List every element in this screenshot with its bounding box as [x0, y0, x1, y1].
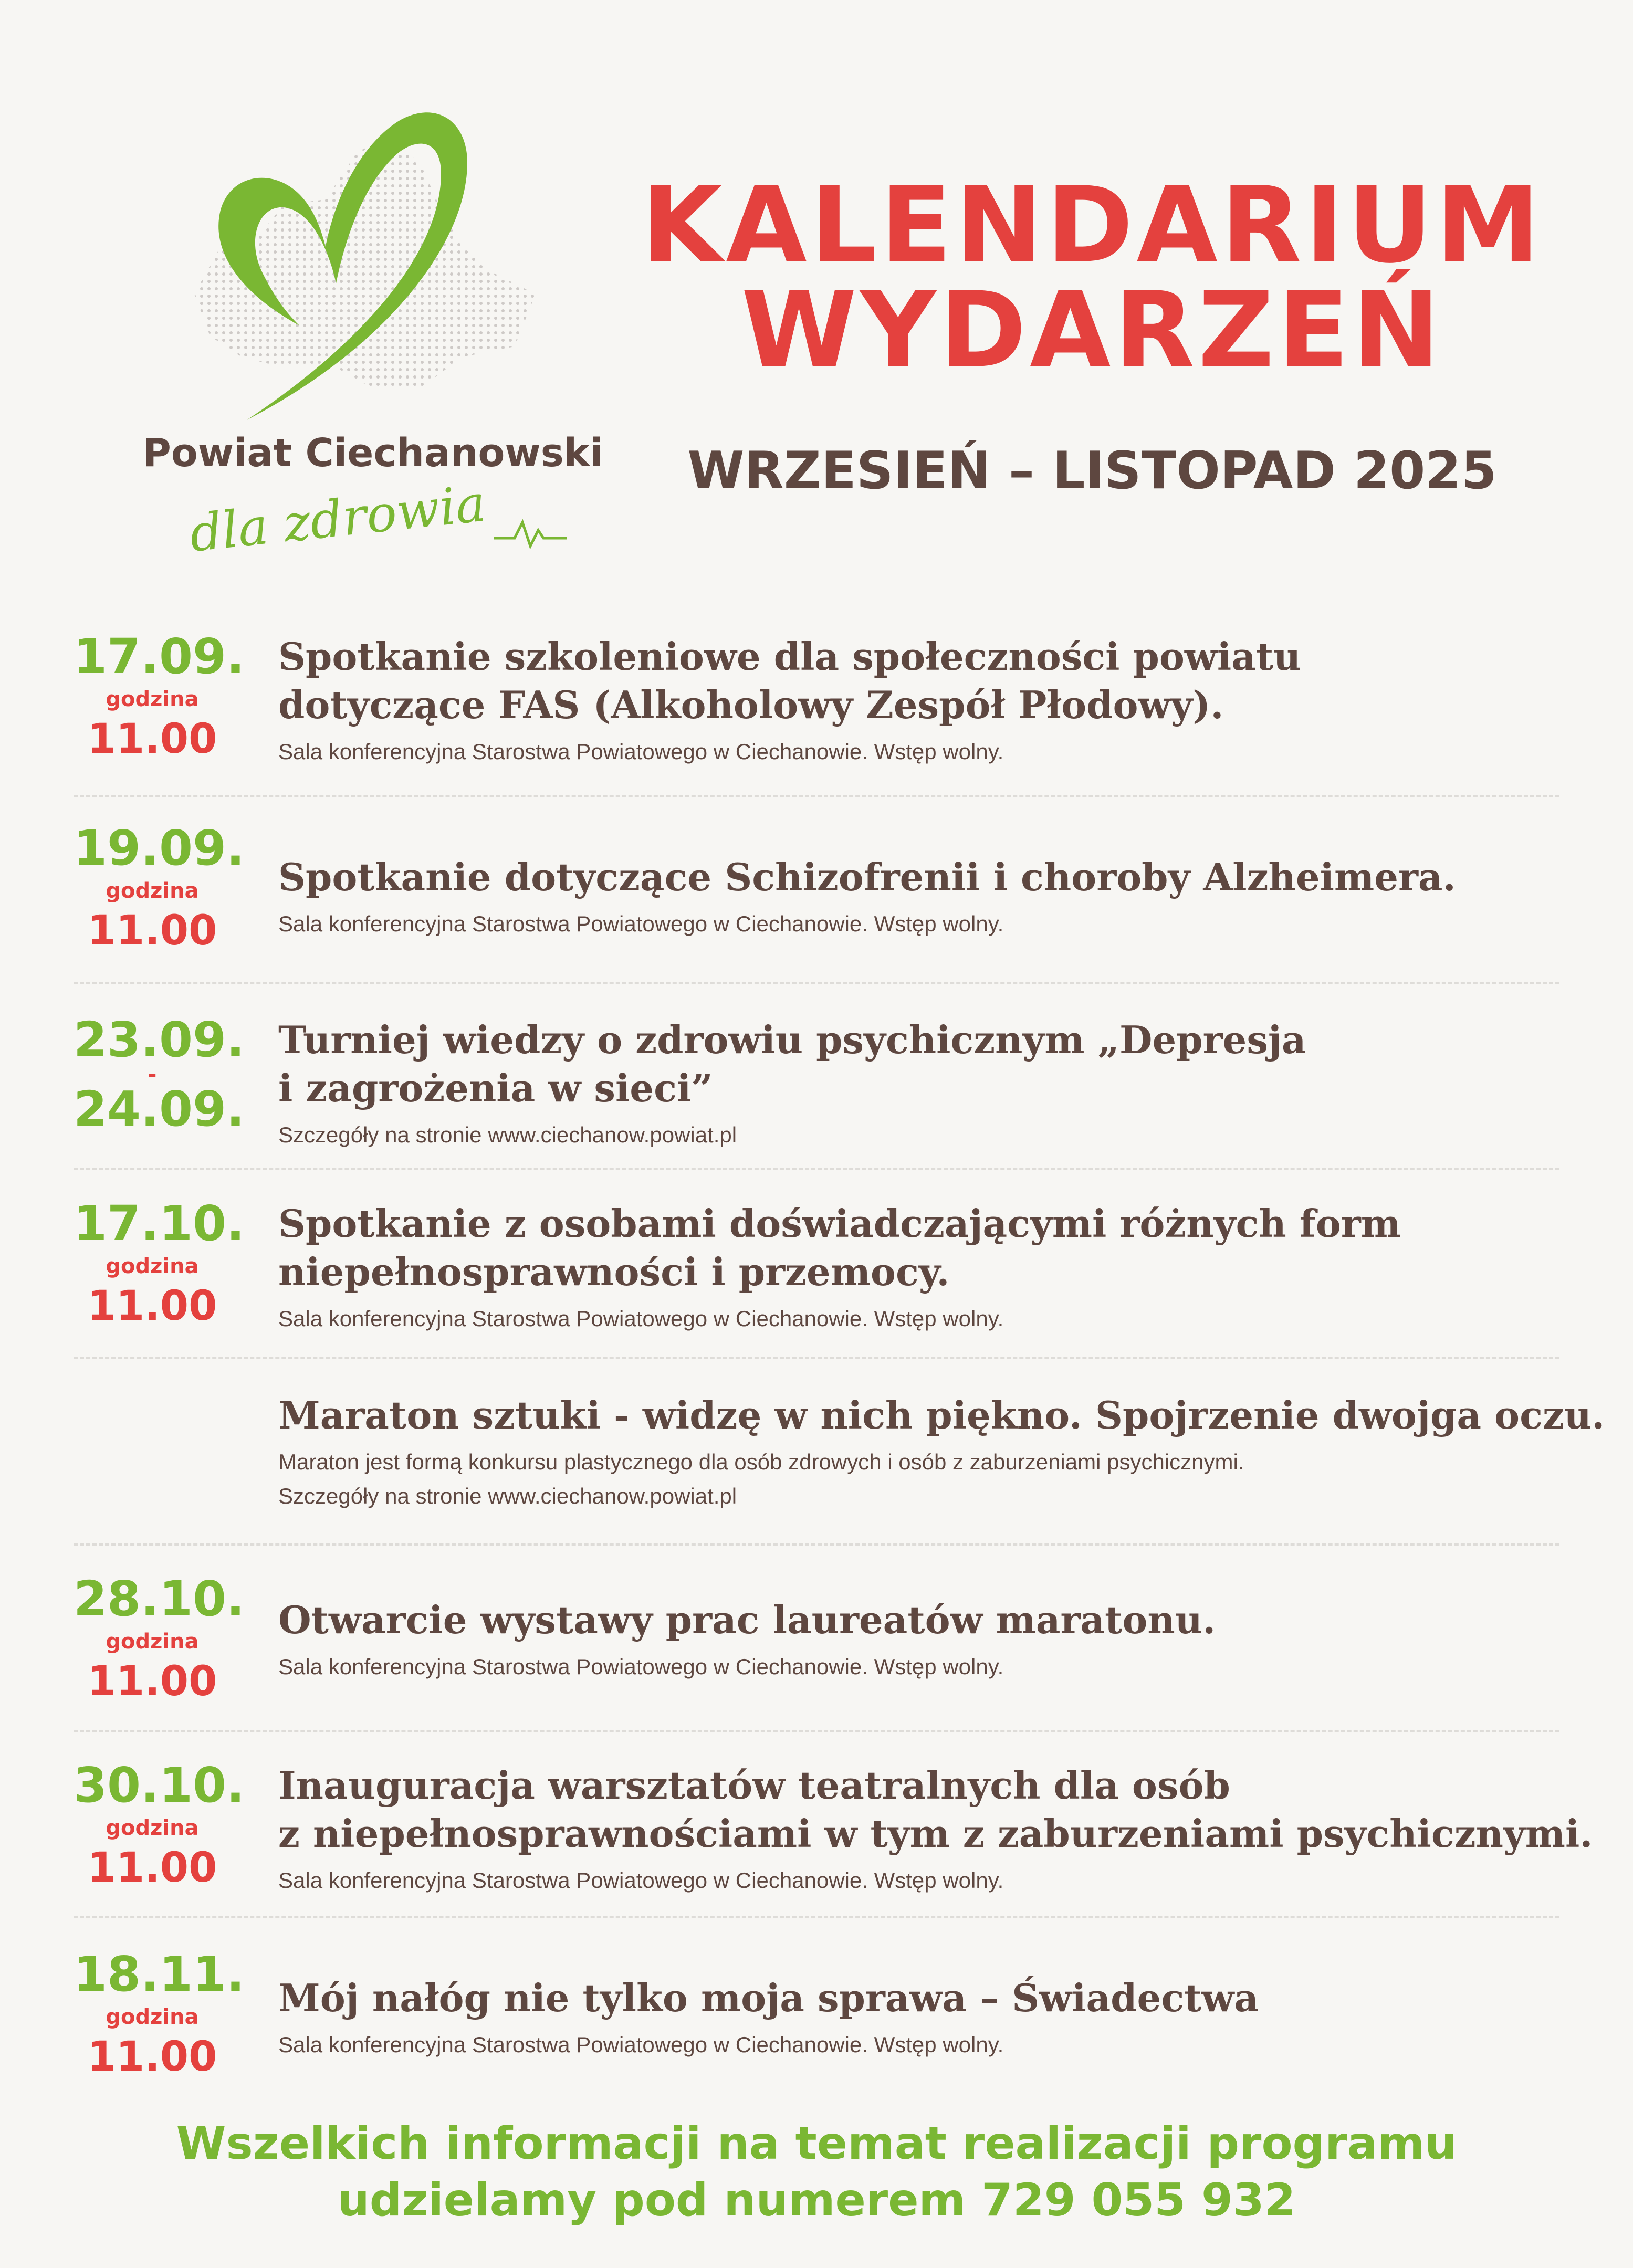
event-date: 28.10. [74, 1571, 245, 1627]
event-description: Sala konferencyjna Starostwa Powiatowego w Ciechanowie. Wstęp wolny. [278, 1868, 1004, 1893]
event-hour: 11.00 [87, 1283, 217, 1330]
logo-tagline: dla zdrowia [186, 474, 489, 564]
event-title [278, 1016, 1622, 1112]
event-hour-label: godzina [106, 2005, 199, 2029]
footer-contact [0, 2116, 1633, 2229]
event-description: Sala konferencyjna Starostwa Powiatowego w Ciechanowie. Wstęp wolny. [278, 1654, 1004, 1679]
event-date-end: 24.09. [74, 1081, 245, 1137]
event-date-block [74, 1757, 245, 1892]
event-hour: 11.00 [87, 716, 217, 763]
event-content [278, 1391, 1622, 1513]
divider [74, 1916, 1559, 1918]
event-title-line: Otwarcie wystawy prac laureatów maratonu. [278, 1598, 1216, 1642]
title-line-1: KALENDARIUM [641, 164, 1543, 287]
heartbeat-icon [494, 514, 567, 551]
period-subtitle: WRZESIEŃ – LISTOPAD 2025 [687, 441, 1497, 501]
event-title [278, 1761, 1622, 1858]
event-description: Sala konferencyjna Starostwa Powiatowego w Ciechanowie. Wstęp wolny. [278, 1306, 1004, 1331]
event-content [278, 1016, 1622, 1152]
logo [126, 74, 603, 588]
event-hour-label: godzina [106, 879, 199, 903]
event-hour: 11.00 [87, 1844, 217, 1892]
event-title-line: i zagrożenia w sieci” [278, 1066, 713, 1111]
event-content [278, 853, 1622, 941]
event-date: 18.11. [74, 1946, 245, 2002]
divider [74, 795, 1559, 797]
event-title [278, 1974, 1622, 2022]
footer-line: Wszelkich informacji na temat realizacji programu [176, 2117, 1457, 2170]
divider [74, 1357, 1559, 1359]
event-hour-label: godzina [106, 1630, 199, 1654]
event-date-block [74, 820, 245, 954]
event-title-line: dotyczące FAS (Alkoholowy Zespół Płodowy). [278, 682, 1224, 728]
divider [74, 1168, 1559, 1170]
event-content [278, 633, 1622, 769]
event-date-block [74, 1571, 245, 1705]
event-date-block [74, 1946, 245, 2081]
event-date: 19.09. [74, 820, 245, 876]
heart-map-icon [126, 74, 599, 430]
event-hour: 11.00 [87, 2033, 217, 2081]
event-content [278, 1596, 1622, 1684]
event-hour-label: godzina [106, 687, 199, 711]
event-date: 23.09. [74, 1012, 245, 1068]
event-hour-label: godzina [106, 1816, 199, 1840]
event-date-block [74, 628, 245, 763]
event-title-line: Inauguracja warsztatów teatralnych dla osób [278, 1763, 1230, 1808]
event-title-line: Maraton sztuki - widzę w nich piękno. Spojrzenie dwojga oczu. [278, 1393, 1605, 1437]
event-title [278, 1596, 1622, 1644]
event-content [278, 1974, 1622, 2062]
event-date: 17.10. [74, 1195, 245, 1252]
event-description: Szczegóły na stronie www.ciechanow.powiat.pl [278, 1122, 737, 1148]
event-title [278, 1391, 1622, 1440]
title-line-2: WYDARZEŃ [741, 269, 1443, 392]
event-date: 17.09. [74, 628, 245, 685]
event-title-line: niepełnosprawności i przemocy. [278, 1250, 950, 1295]
event-description [278, 1445, 1622, 1513]
page-title [609, 164, 1575, 392]
divider [74, 1730, 1559, 1732]
event-date-range-dash: - [148, 1063, 157, 1087]
event-hour-label: godzina [106, 1254, 199, 1278]
event-title-line: Spotkanie szkoleniowe dla społeczności powiatu [278, 634, 1301, 679]
event-description-line: Maraton jest formą konkursu plastycznego dla osób zdrowych i osób z zaburzeniami psychicznymi. [278, 1450, 1244, 1475]
event-description-line: Szczegóły na stronie www.ciechanow.powiat.pl [278, 1484, 737, 1509]
event-date-block [74, 1195, 245, 1330]
event-content [278, 1200, 1622, 1336]
event-description: Sala konferencyjna Starostwa Powiatowego w Ciechanowie. Wstęp wolny. [278, 2032, 1004, 2057]
event-title [278, 633, 1622, 729]
event-description: Sala konferencyjna Starostwa Powiatowego w Ciechanowie. Wstęp wolny. [278, 739, 1004, 764]
event-date: 30.10. [74, 1757, 245, 1813]
event-description: Sala konferencyjna Starostwa Powiatowego w Ciechanowie. Wstęp wolny. [278, 911, 1004, 937]
event-title-line: Mój nałóg nie tylko moja sprawa – Świadectwa [278, 1976, 1259, 2020]
event-title [278, 853, 1622, 901]
event-content [278, 1761, 1622, 1897]
divider [74, 1544, 1559, 1546]
event-title [278, 1200, 1622, 1296]
logo-name: Powiat Ciechanowski [142, 430, 603, 476]
event-title-line: Spotkanie dotyczące Schizofrenii i choroby Alzheimera. [278, 855, 1456, 899]
divider [74, 982, 1559, 984]
footer-line: udzielamy pod numerem 729 055 932 [337, 2174, 1296, 2227]
event-hour: 11.00 [87, 1658, 217, 1705]
event-title-line: z niepełnosprawnościami w tym z zaburzeniami psychicznymi. [278, 1811, 1593, 1856]
event-title-line: Turniej wiedzy o zdrowiu psychicznym „Depresja [278, 1017, 1306, 1062]
event-date-block [74, 1012, 245, 1137]
event-hour: 11.00 [87, 907, 217, 954]
event-title-line: Spotkanie z osobami doświadczającymi różnych form [278, 1201, 1401, 1246]
